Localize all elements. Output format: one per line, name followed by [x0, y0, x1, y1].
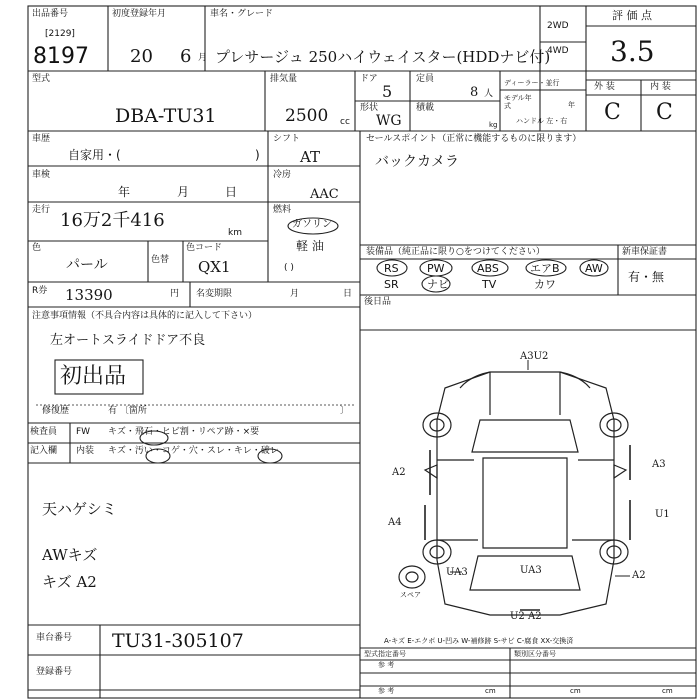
persons-unit: 人 — [484, 89, 494, 99]
model-year-label: モデル年式 — [504, 94, 532, 110]
exterior-label: 外 装 — [594, 82, 615, 92]
model-name-label: 車名・グレード — [210, 9, 274, 19]
capacity-label: 定員 — [416, 74, 435, 84]
cm-unit-3: cm — [662, 687, 673, 695]
fuel-diesel: 軽 油 — [296, 239, 324, 253]
drive-2wd: 2WD — [547, 21, 569, 31]
remarks-line1: 天ハゲシミ — [42, 500, 117, 518]
equip-aw: AW — [585, 262, 603, 275]
fuel-gas: ガソリン — [292, 219, 332, 230]
mileage-label: 走行 — [32, 205, 51, 215]
equip-airbag: エアB — [530, 262, 560, 275]
interior-label: 内 装 — [650, 82, 671, 92]
month-unit: 月 — [198, 53, 208, 63]
notes-line1: 左オートスライドドア不良 — [50, 333, 206, 348]
notes-line2: 初出品 — [60, 364, 127, 389]
repair-close: 〕 — [340, 406, 350, 416]
displacement-label: 排気量 — [270, 74, 298, 84]
equip-abs: ABS — [477, 262, 499, 275]
score-value: 3.5 — [610, 35, 655, 68]
dealer-label: ディーラー・並行 — [504, 79, 560, 87]
load-label: 積載 — [416, 103, 435, 113]
mark-left-rear: A4 — [388, 517, 402, 528]
displacement-value: 2500 — [285, 106, 329, 126]
remarks-line3: キズ A2 — [42, 573, 97, 591]
sales-value: バックカメラ — [375, 154, 459, 170]
color-value: パール — [66, 257, 108, 273]
inspector-label: 検査員 — [30, 427, 58, 437]
car-diagram — [399, 360, 630, 615]
notes-label: 注意事項情報（不具合内容は具体的に記入して下さい） — [32, 311, 258, 321]
ac-label: 冷房 — [273, 170, 292, 180]
name-change-label: 名変期限 — [196, 289, 233, 299]
model-code-label: 型式 — [32, 74, 51, 84]
color-code-label: 色コード — [186, 243, 223, 253]
designation-label: 型式指定番号 — [364, 650, 406, 658]
name-change-month: 月 — [290, 289, 300, 299]
lot-label: 出品番号 — [32, 9, 69, 19]
handle-label: ハンドル 左・右 — [516, 117, 568, 125]
color-label: 色 — [32, 243, 42, 253]
name-change-day: 日 — [343, 289, 353, 299]
mark-rear-center: UA3 — [520, 565, 542, 576]
model-name-value: プレサージュ 250ハイウェイスター(HDDナビ付) — [215, 48, 551, 66]
reference-2: 参 考 — [378, 687, 395, 695]
history-close: ) — [255, 148, 260, 162]
spare-label: スペア — [400, 591, 421, 599]
chassis-value: TU31-305107 — [112, 630, 244, 652]
remarks-line2: AWキズ — [42, 546, 98, 564]
fuel-paren: ( ) — [284, 263, 294, 273]
equip-rs: RS — [384, 262, 399, 275]
inspection-day: 日 — [225, 185, 238, 199]
doors-label: ドア — [360, 74, 378, 84]
cm-unit-1: cm — [485, 687, 496, 695]
classification-label: 類別区分番号 — [514, 650, 556, 658]
first-reg-label: 初度登録年月 — [112, 9, 167, 19]
lot-sub: [2129] — [45, 29, 75, 39]
mark-left-front: A2 — [392, 467, 406, 478]
reg-label: 登録番号 — [36, 667, 73, 677]
equip-sr: SR — [384, 278, 399, 291]
yen-unit: 円 — [170, 289, 180, 299]
equipment-label: 装備品（純正品に限り○をつけてください） — [366, 247, 545, 257]
cc-unit: cc — [340, 117, 350, 127]
history-label: 車歴 — [32, 134, 51, 144]
ac-value: AAC — [310, 187, 339, 202]
entry-label: 記入欄 — [30, 446, 58, 456]
mark-bottom: U2 A2 — [510, 611, 542, 622]
shape-label: 形状 — [360, 103, 379, 113]
cm-unit-2: cm — [570, 687, 581, 695]
equip-navi: ナビ — [427, 278, 449, 291]
repair-label: 修復歴 — [42, 406, 70, 416]
capacity-value: 8 — [470, 85, 479, 100]
repair-value: 有 〔箇所 — [108, 406, 147, 416]
damage-legend: A-キズ E-エクボ U-凹み W-補修跡 S-サビ C-腐食 XX-交換済 — [384, 637, 574, 645]
warranty-value: 有・無 — [628, 270, 665, 284]
equip-tv: TV — [482, 278, 497, 291]
inspector-fw: FW — [76, 427, 91, 437]
km-unit: km — [228, 228, 242, 238]
kg-unit: kg — [489, 121, 498, 129]
reference-1: 参 考 — [378, 661, 395, 669]
inspector-items: キズ・飛石・ヒビ割・リペア跡・×要 — [108, 427, 260, 437]
first-reg-year: 20 — [130, 46, 153, 67]
rear-seat-label: 後日品 — [364, 297, 392, 307]
history-value: 自家用・( — [68, 148, 121, 162]
warranty-label: 新車保証書 — [622, 247, 668, 257]
sales-label: セールスポイント（正常に機能するものに限ります） — [366, 134, 582, 144]
equip-leather: カワ — [534, 278, 556, 291]
lot-number: 8197 — [33, 44, 89, 69]
chassis-label: 車台番号 — [36, 633, 73, 643]
mark-right-front: A3 — [652, 459, 666, 470]
shape-value: WG — [376, 113, 402, 129]
mark-right-rear: U1 — [655, 509, 670, 520]
entry-interior: 内装 — [76, 446, 95, 456]
color-change-label: 色替 — [151, 255, 170, 265]
mileage-value: 16万2千416 — [60, 210, 165, 231]
equip-pw: PW — [427, 262, 445, 275]
doors-value: 5 — [382, 82, 393, 101]
fuel-label: 燃料 — [273, 205, 292, 215]
recycle-value: 13390 — [65, 286, 113, 304]
shift-label: シフト — [273, 134, 301, 144]
shift-value: AT — [300, 148, 321, 166]
color-code-value: QX1 — [198, 258, 231, 276]
drive-4wd: 4WD — [547, 46, 569, 56]
mark-rear-right: A2 — [632, 570, 646, 581]
exterior-grade: C — [604, 100, 621, 125]
inspection-label: 車検 — [32, 170, 51, 180]
mark-top: A3U2 — [520, 351, 549, 362]
mark-rear-left: UA3 — [446, 567, 468, 578]
recycle-label: R券 — [32, 286, 48, 296]
score-label: 評 価 点 — [612, 9, 652, 22]
year-unit: 年 — [568, 101, 575, 109]
inspection-year: 年 — [118, 185, 131, 199]
model-code-value: DBA-TU31 — [115, 105, 217, 127]
interior-grade: C — [656, 100, 673, 125]
first-reg-month: 6 — [180, 46, 192, 67]
entry-items: キズ・汚い・コゲ・穴・スレ・キレ・破レ — [108, 446, 279, 456]
inspection-month: 月 — [177, 185, 190, 199]
